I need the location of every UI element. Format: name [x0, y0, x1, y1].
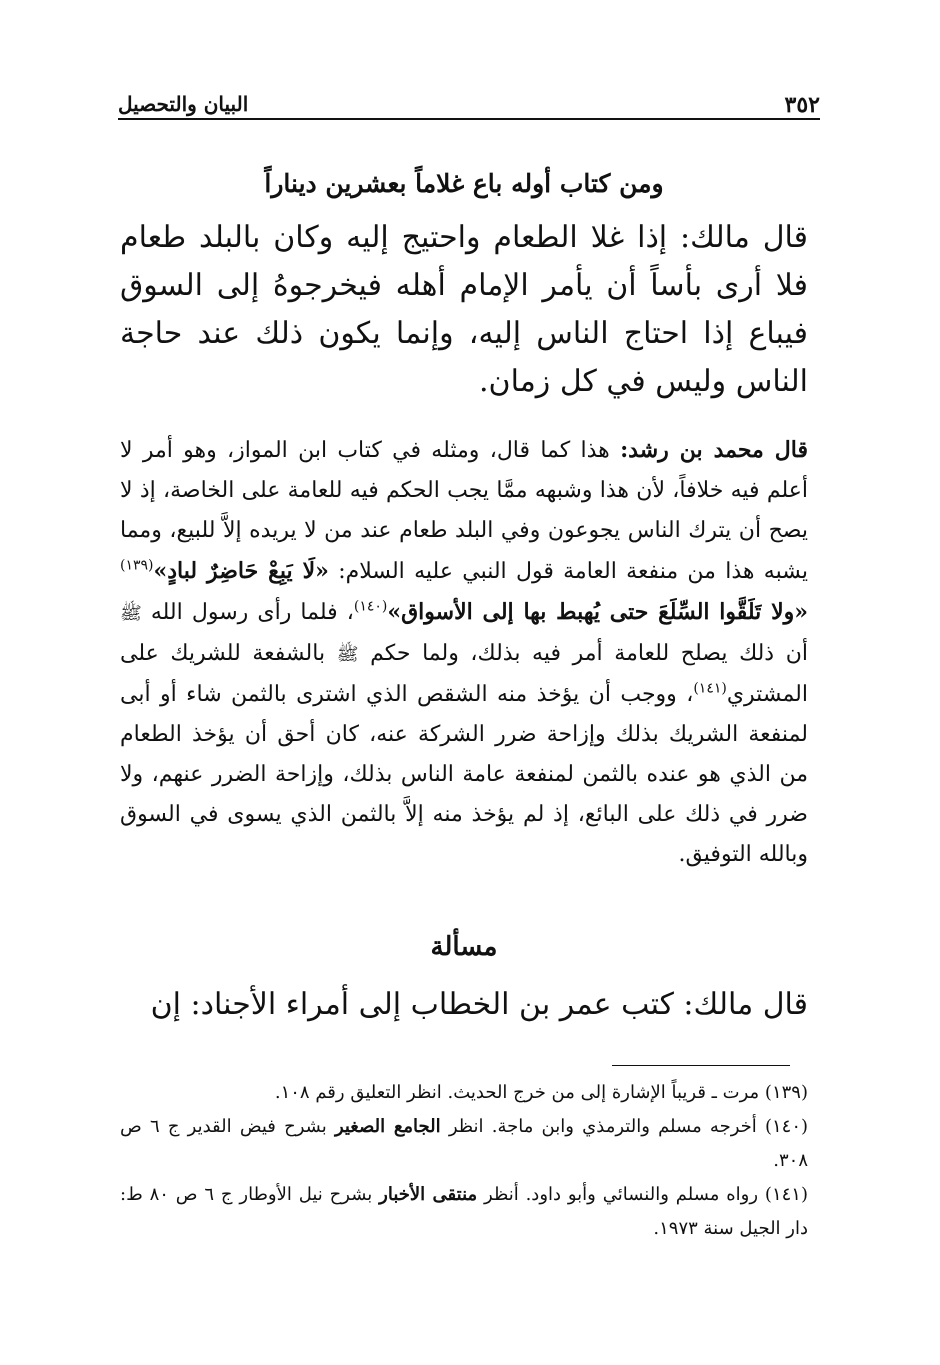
- footnote-ref-140: (١٤٠): [353, 598, 388, 615]
- salawat-symbol: ﷺ: [120, 603, 142, 624]
- footnote-number: (١٣٩): [764, 1082, 808, 1103]
- malik-paragraph: قال مالك: إذا غلا الطعام واحتيج إليه وكان بالبلد طعام فلا أرى بأساً أن يأمر الإمام أهله فيخرجوهُ إلى السوق فيباع إذا احتاج الناس إليه، وإنما يكون ذلك عند حاجة الناس وليس في كل زمان.: [120, 220, 808, 399]
- hadith-quote-2: «ولا تَلَقَّوا السِّلَعَ حتى يُهبط بها إلى الأسواق»: [387, 599, 808, 625]
- header-rule: [118, 118, 820, 120]
- footnotes: [120, 1076, 808, 1246]
- footnote-139: [120, 1076, 808, 1110]
- footnote-text: رواه مسلم والنسائي وأبو داود. أنظر: [477, 1184, 765, 1205]
- commentary-text-3: أن ذلك يصلح للعامة أمر فيه بذلك، ولما حكم: [358, 641, 808, 666]
- commentary-text-1: هذا كما قال، ومثله في كتاب ابن المواز، وهو أمر لا أعلم فيه خلافاً، لأن هذا وشبهه ممَّا يجب الحكم فيه للعامة على الخاصة، إذ لا يصح أن يترك الناس يجوعون وفي البلد طعام عند من لا يريده إلاَّ للبيع، ومما يشبه هذا من منفعة العامة قول النبي عليه السلام:: [120, 438, 808, 584]
- footnote-ref-141: (١٤١): [693, 680, 727, 697]
- footnote-number: (١٤٠): [764, 1116, 809, 1137]
- footnote-text: بشرح فيض القدير ج ٦ ص ٣٠٨.: [120, 1116, 808, 1171]
- footnote-text: بشرح نيل الأوطار ج ٦ ص ٨٠ ط: دار الجيل سنة ١٩٧٣.: [120, 1184, 808, 1239]
- main-text: [120, 150, 808, 1045]
- footnote-book-title: الجامع الصغير: [334, 1116, 441, 1137]
- footnote-140: [120, 1110, 808, 1178]
- commentary-paragraph: [120, 430, 808, 875]
- footnote-ref-139: (١٣٩): [120, 557, 154, 574]
- footnote-separator: [612, 1065, 790, 1066]
- hadith-quote-1: «لَا يَبِعْ حَاضِرٌ لبادٍ»: [153, 558, 329, 584]
- book-title: البيان والتحصيل: [118, 92, 249, 116]
- section-title: ومن كتاب أوله باع غلاماً بعشرين ديناراً: [264, 169, 664, 198]
- footnote-141: [120, 1178, 808, 1246]
- commentary-text-5: ، ووجب أن يؤخذ منه الشقص الذي اشترى بالثمن شاء أو أبى لمنفعة الشريك بذلك وإزاحة ضرر الشركة عنه، كان أحق أن يؤخذ الطعام من الذي هو عنده بالثمن لمنفعة عامة الناس بذلك، وإزاحة الضرر عنهم، ولا ضرر في ذلك على البائع، إذ لم يؤخذ منه إلاَّ بالثمن الذي يسوى في السوق وبالله التوفيق.: [120, 682, 808, 867]
- page-number: ٣٥٢: [784, 92, 820, 118]
- footnote-text: مرت ـ قريباً الإشارة إلى من خرج الحديث. انظر التعليق رقم ١٠٨.: [274, 1082, 765, 1103]
- commentary-text-4: بالشفعة للشريك على المشتري: [120, 641, 808, 707]
- footnote-text: أخرجه مسلم والترمذي وابن ماجة. انظر: [440, 1116, 765, 1137]
- running-header: [118, 88, 820, 120]
- salawat-symbol: ﷺ: [336, 644, 359, 665]
- commentary-text-2: ، فلما رأى رسول الله: [141, 600, 354, 625]
- issue-heading: مسألة: [430, 932, 498, 962]
- footnote-book-title: منتقى الأخبار: [379, 1184, 478, 1205]
- commentary-lead: قال محمد بن رشد:: [620, 437, 808, 463]
- footnote-number: (١٤١): [764, 1184, 808, 1205]
- issue-paragraph: قال مالك: كتب عمر بن الخطاب إلى أمراء الأجناد: إن: [150, 987, 808, 1022]
